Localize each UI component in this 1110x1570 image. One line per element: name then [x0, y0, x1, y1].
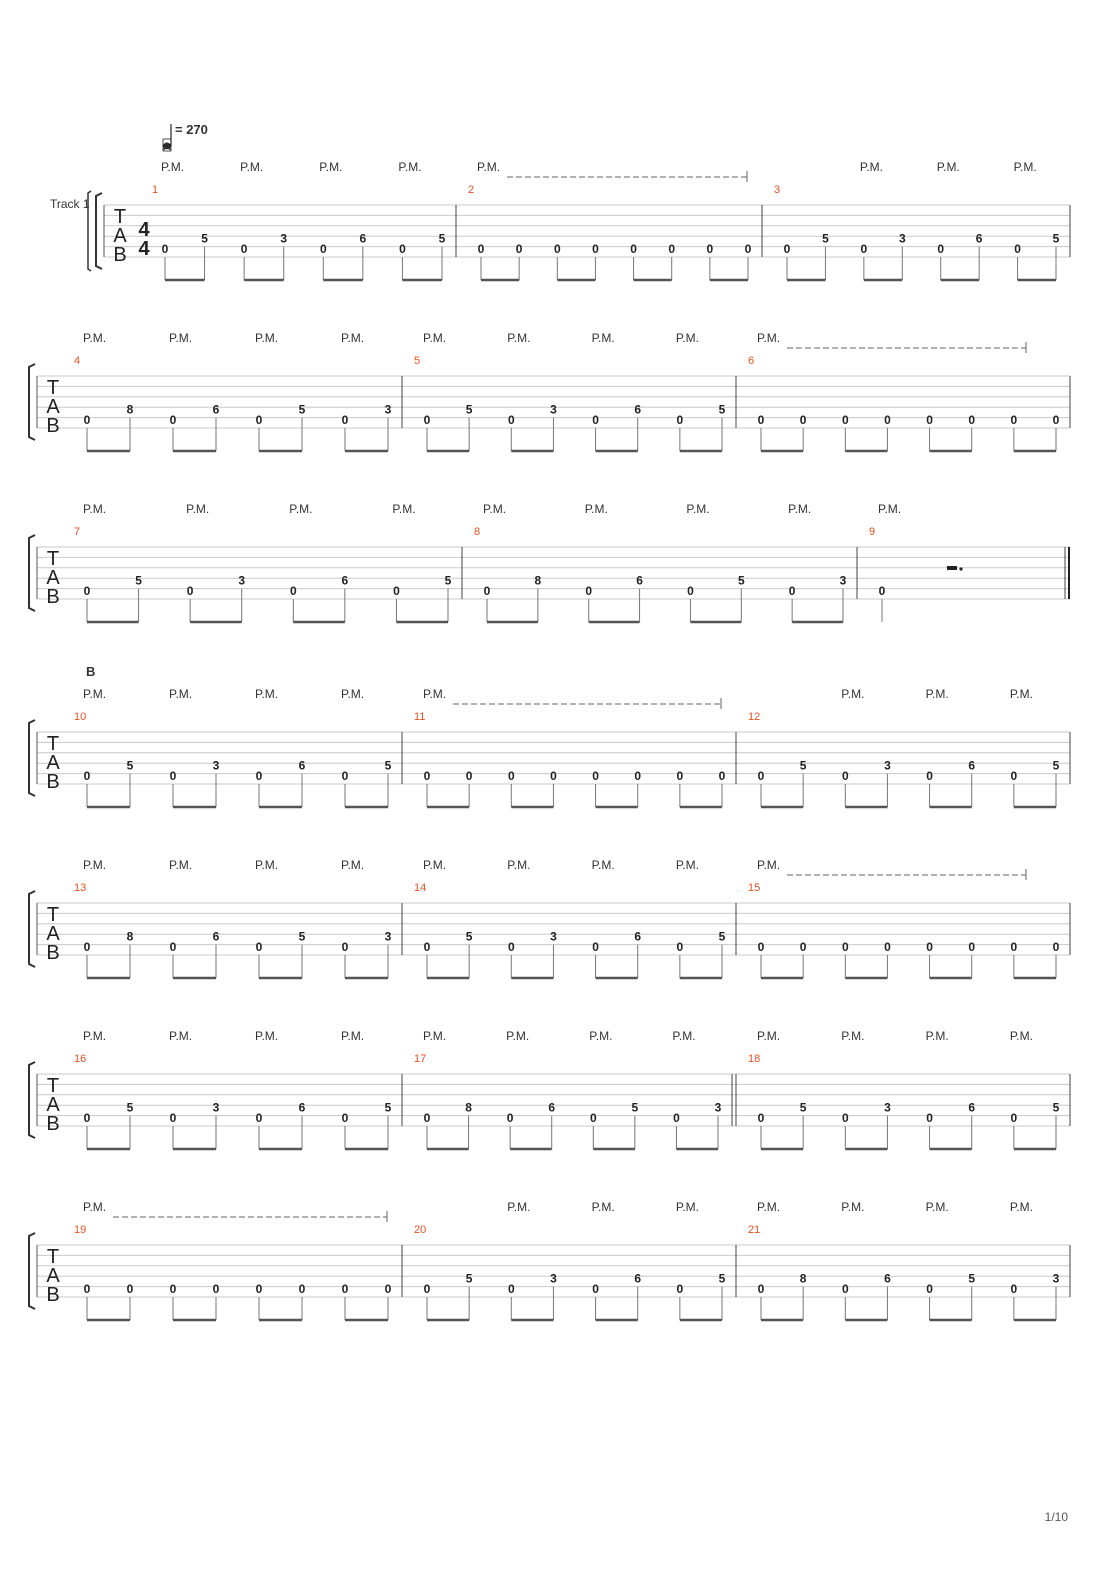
tab-note: 0 [553, 242, 561, 256]
palm-mute-mark: P.M. [169, 858, 193, 872]
tab-note: 0 [744, 242, 752, 256]
tab-note: 0 [83, 1111, 91, 1125]
tab-clef-letter: B [46, 771, 60, 793]
palm-mute-mark: P.M. [841, 1029, 865, 1043]
tab-note: 0 [169, 1111, 177, 1125]
tab-note: 0 [169, 940, 177, 954]
palm-mute-mark: P.M. [591, 1200, 615, 1214]
tab-clef-letter: B [46, 586, 60, 608]
tab-note: 0 [255, 769, 263, 783]
palm-mute-mark: P.M. [506, 1029, 530, 1043]
palm-mute-mark: P.M. [83, 858, 107, 872]
tab-note: 0 [384, 1282, 392, 1296]
section-marker: A [163, 141, 171, 153]
tab-note: 0 [341, 940, 349, 954]
tab-clef-letter: T [113, 206, 127, 228]
tab-note: 0 [926, 1282, 933, 1296]
palm-mute-mark: P.M. [240, 160, 264, 174]
tab-note: 0 [507, 1282, 515, 1296]
tab-note: 6 [212, 402, 220, 417]
tab-note: 0 [1010, 413, 1018, 427]
palm-mute-mark: P.M. [83, 1029, 107, 1043]
track-name: Track 1 [50, 197, 90, 211]
bar-number: 4 [74, 355, 81, 367]
tab-note: 0 [255, 413, 263, 427]
tab-note: 0 [757, 769, 765, 783]
tab-note: 5 [465, 1271, 473, 1286]
tab-note: 0 [465, 769, 473, 783]
tab-note: 0 [507, 940, 515, 954]
palm-mute-mark: P.M. [169, 331, 193, 345]
palm-mute-mark: P.M. [83, 687, 107, 701]
tab-note: 0 [515, 242, 523, 256]
palm-mute-mark: P.M. [255, 687, 279, 701]
palm-mute-mark: P.M. [936, 160, 960, 174]
section-marker: B [86, 664, 96, 679]
palm-mute-mark: P.M. [83, 1200, 107, 1214]
tab-note: 5 [384, 1100, 392, 1115]
palm-mute-mark: P.M. [392, 502, 416, 516]
tab-note: 0 [718, 769, 726, 783]
palm-mute-mark: P.M. [1009, 687, 1033, 701]
tab-note: 6 [341, 573, 349, 588]
tab-note: 0 [630, 242, 637, 256]
tab-note: 6 [298, 758, 306, 773]
palm-mute-mark: P.M. [507, 1200, 531, 1214]
palm-mute-mark: P.M. [169, 687, 193, 701]
tab-note: 0 [841, 940, 849, 954]
palm-mute-mark: P.M. [589, 1029, 613, 1043]
tab-note: 5 [718, 402, 726, 417]
time-signature-top: 4 [138, 219, 150, 241]
tab-note: 0 [507, 769, 515, 783]
tab-note: 0 [298, 1282, 306, 1296]
tab-note: 0 [169, 1282, 177, 1296]
bar-number: 17 [414, 1053, 427, 1065]
system-bracket [29, 1062, 35, 1138]
tab-note: 0 [926, 1111, 933, 1125]
system-bracket [29, 535, 35, 611]
tab-note: 5 [1052, 231, 1060, 246]
tab-note: 3 [550, 929, 557, 944]
bar-number: 6 [748, 355, 755, 367]
tab-note: 0 [799, 940, 807, 954]
tab-clef-letter: T [46, 733, 60, 755]
tab-note: 8 [465, 1100, 472, 1115]
tab-note: 0 [1010, 940, 1018, 954]
tab-note: 3 [714, 1100, 722, 1115]
rest-symbol [947, 566, 957, 570]
tab-note: 0 [1052, 940, 1060, 954]
bar-number: 10 [74, 711, 87, 723]
tab-note: 6 [548, 1100, 556, 1115]
bar-number: 15 [748, 882, 761, 894]
tab-note: 5 [718, 1271, 726, 1286]
tab-note: 0 [757, 940, 765, 954]
tab-note: 0 [169, 413, 177, 427]
bar-number: 3 [774, 184, 781, 196]
tab-note: 0 [878, 584, 886, 598]
tab-note: 6 [634, 402, 642, 417]
system-bracket [29, 1233, 35, 1309]
tab-note: 3 [384, 929, 392, 944]
palm-mute-mark: P.M. [341, 331, 365, 345]
tab-note: 5 [799, 1100, 807, 1115]
tab-clef-letter: A [46, 1265, 60, 1287]
tab-note: 0 [668, 242, 676, 256]
bar-number: 18 [748, 1053, 761, 1065]
tab-note: 0 [673, 1111, 680, 1125]
tab-note: 5 [444, 573, 452, 588]
tab-note: 0 [676, 1282, 684, 1296]
time-signature-bottom: 4 [138, 238, 150, 260]
tab-note: 0 [1010, 1111, 1018, 1125]
tab-note: 0 [83, 584, 91, 598]
tab-note: 8 [126, 402, 134, 417]
tab-clef-letter: A [46, 396, 60, 418]
palm-mute-mark: P.M. [925, 1029, 949, 1043]
tab-note: 5 [1052, 758, 1060, 773]
tab-note: 3 [884, 758, 891, 773]
rest-dot [959, 567, 962, 570]
tab-note: 0 [589, 1111, 597, 1125]
tab-note: 5 [384, 758, 392, 773]
tab-note: 6 [359, 231, 367, 246]
tab-note: 5 [135, 573, 142, 588]
tab-note: 0 [706, 242, 714, 256]
palm-mute-mark: P.M. [423, 331, 447, 345]
tab-note: 0 [592, 1282, 599, 1296]
tab-note: 6 [884, 1271, 891, 1286]
tab-note: 0 [240, 242, 248, 256]
tab-clef-letter: A [113, 225, 127, 247]
tab-note: 0 [687, 584, 694, 598]
tab-note: 5 [298, 402, 306, 417]
tab-note: 0 [186, 584, 194, 598]
bar-number: 14 [414, 882, 427, 894]
palm-mute-mark: P.M. [878, 502, 902, 516]
palm-mute-mark: P.M. [757, 331, 781, 345]
tab-note: 0 [676, 413, 684, 427]
tab-note: 0 [423, 413, 431, 427]
tab-note: 8 [799, 1271, 807, 1286]
tab-note: 3 [384, 402, 392, 417]
tab-note: 0 [423, 940, 431, 954]
system-bracket [29, 891, 35, 967]
system-bracket [29, 364, 35, 440]
tab-note: 0 [1010, 1282, 1018, 1296]
tab-note: 5 [465, 929, 473, 944]
tab-clef-letter: T [46, 377, 60, 399]
palm-mute-mark: P.M. [686, 502, 710, 516]
palm-mute-mark: P.M. [507, 858, 531, 872]
tab-note: 0 [884, 940, 891, 954]
palm-mute-mark: P.M. [675, 1200, 699, 1214]
tab-note: 3 [839, 573, 847, 588]
tab-note: 5 [201, 231, 208, 246]
tab-note: 3 [212, 758, 220, 773]
tab-note: 0 [169, 769, 177, 783]
palm-mute-mark: P.M. [925, 1200, 949, 1214]
tab-note: 3 [898, 231, 906, 246]
tab-note: 0 [423, 769, 431, 783]
tab-note: 0 [255, 1111, 263, 1125]
tab-note: 6 [968, 758, 976, 773]
system-bracket [96, 193, 102, 269]
tab-note: 0 [423, 1282, 431, 1296]
tab-clef-letter: B [46, 1284, 60, 1306]
palm-mute-mark: P.M. [1009, 1029, 1033, 1043]
bar-number: 7 [74, 526, 81, 538]
tab-note: 8 [534, 573, 542, 588]
tab-note: 0 [399, 242, 406, 256]
palm-mute-mark: P.M. [289, 502, 313, 516]
tab-note: 0 [968, 940, 976, 954]
tab-note: 6 [636, 573, 643, 588]
tab-note: 0 [341, 1111, 349, 1125]
tab-note: 0 [1014, 242, 1021, 256]
tab-note: 0 [926, 769, 933, 783]
tab-note: 0 [585, 584, 593, 598]
palm-mute-mark: P.M. [1009, 1200, 1033, 1214]
tab-clef-letter: B [46, 1113, 60, 1135]
tab-note: 0 [592, 413, 599, 427]
tab-clef-letter: T [46, 548, 60, 570]
tab-note: 0 [968, 413, 976, 427]
tab-note: 0 [937, 242, 945, 256]
palm-mute-mark: P.M. [757, 1029, 781, 1043]
palm-mute-mark: P.M. [398, 160, 422, 174]
tab-note: 0 [860, 242, 868, 256]
tab-clef-letter: A [46, 923, 60, 945]
palm-mute-mark: P.M. [423, 687, 447, 701]
bar-number: 8 [474, 526, 481, 538]
bar-number: 5 [414, 355, 421, 367]
palm-mute-mark: P.M. [255, 858, 279, 872]
tab-note: 5 [126, 758, 134, 773]
tab-clef-letter: B [46, 415, 60, 437]
tab-note: 8 [126, 929, 134, 944]
tab-note: 5 [1052, 1100, 1060, 1115]
tab-note: 0 [255, 940, 263, 954]
tab-clef-letter: T [46, 904, 60, 926]
tab-note: 0 [592, 769, 599, 783]
tab-note: 6 [212, 929, 220, 944]
tab-clef-letter: A [46, 567, 60, 589]
palm-mute-mark: P.M. [83, 331, 107, 345]
tab-note: 3 [884, 1100, 891, 1115]
palm-mute-mark: P.M. [859, 160, 883, 174]
tab-note: 0 [550, 769, 557, 783]
bar-number: 21 [748, 1224, 761, 1236]
bar-number: 11 [414, 711, 426, 723]
tab-note: 6 [634, 1271, 642, 1286]
tempo-marking: = 270 [175, 122, 208, 137]
tab-note: 6 [975, 231, 983, 246]
tab-note: 0 [212, 1282, 220, 1296]
tab-note: 0 [841, 769, 849, 783]
tab-note: 5 [822, 231, 829, 246]
tab-note: 0 [634, 769, 642, 783]
palm-mute-mark: P.M. [341, 1029, 365, 1043]
palm-mute-mark: P.M. [186, 502, 210, 516]
palm-mute-mark: P.M. [675, 331, 699, 345]
tab-note: 0 [757, 1282, 765, 1296]
tab-note: 0 [676, 940, 684, 954]
tab-note: 0 [477, 242, 485, 256]
tab-note: 3 [280, 231, 288, 246]
tab-note: 6 [298, 1100, 306, 1115]
palm-mute-mark: P.M. [591, 331, 615, 345]
bar-number: 20 [414, 1224, 427, 1236]
palm-mute-mark: P.M. [507, 331, 531, 345]
palm-mute-mark: P.M. [591, 858, 615, 872]
palm-mute-mark: P.M. [1013, 160, 1037, 174]
palm-mute-mark: P.M. [841, 687, 865, 701]
palm-mute-mark: P.M. [675, 858, 699, 872]
tab-note: 0 [592, 940, 599, 954]
bar-number: 2 [468, 184, 475, 196]
palm-mute-mark: P.M. [341, 687, 365, 701]
tab-note: 3 [550, 1271, 557, 1286]
tab-note: 0 [83, 1282, 91, 1296]
tab-note: 0 [83, 940, 91, 954]
palm-mute-mark: P.M. [788, 502, 812, 516]
palm-mute-mark: P.M. [477, 160, 501, 174]
palm-mute-mark: P.M. [925, 687, 949, 701]
tab-note: 0 [83, 769, 91, 783]
palm-mute-mark: P.M. [255, 1029, 279, 1043]
bar-number: 1 [152, 184, 159, 196]
tab-note: 0 [841, 1111, 849, 1125]
tab-note: 5 [737, 573, 745, 588]
tab-note: 5 [631, 1100, 639, 1115]
tab-note: 0 [841, 413, 849, 427]
tab-note: 0 [841, 1282, 849, 1296]
tab-note: 0 [592, 242, 599, 256]
tab-note: 0 [483, 584, 491, 598]
tab-note: 3 [550, 402, 557, 417]
tab-note: 0 [884, 413, 891, 427]
tab-clef-letter: T [46, 1246, 60, 1268]
tab-note: 0 [126, 1282, 134, 1296]
bar-number: 19 [74, 1224, 87, 1236]
tab-note: 0 [341, 1282, 349, 1296]
tab-note: 0 [926, 413, 933, 427]
tab-note: 0 [788, 584, 796, 598]
palm-mute-mark: P.M. [672, 1029, 696, 1043]
tab-note: 5 [465, 402, 473, 417]
tab-note: 3 [238, 573, 246, 588]
tab-note: 0 [507, 413, 515, 427]
palm-mute-mark: P.M. [423, 1029, 447, 1043]
tab-note: 0 [393, 584, 400, 598]
bar-number: 16 [74, 1053, 87, 1065]
tab-note: 0 [83, 413, 91, 427]
tab-note: 0 [1052, 413, 1060, 427]
tab-note: 5 [718, 929, 726, 944]
palm-mute-mark: P.M. [483, 502, 507, 516]
tab-note: 5 [298, 929, 306, 944]
tab-note: 0 [423, 1111, 431, 1125]
tab-note: 5 [799, 758, 807, 773]
palm-mute-mark: P.M. [584, 502, 608, 516]
palm-mute-mark: P.M. [161, 160, 185, 174]
palm-mute-mark: P.M. [169, 1029, 193, 1043]
tab-note: 6 [634, 929, 642, 944]
palm-mute-mark: P.M. [841, 1200, 865, 1214]
palm-mute-mark: P.M. [757, 1200, 781, 1214]
system-bracket [29, 720, 35, 796]
palm-mute-mark: P.M. [341, 858, 365, 872]
tab-note: 3 [212, 1100, 220, 1115]
tab-note: 0 [676, 769, 684, 783]
tab-clef-letter: A [46, 1094, 60, 1116]
tab-note: 0 [341, 769, 349, 783]
bar-number: 13 [74, 882, 87, 894]
palm-mute-mark: P.M. [83, 502, 107, 516]
tab-note: 5 [438, 231, 446, 246]
tab-note: 5 [126, 1100, 134, 1115]
tab-note: 3 [1052, 1271, 1060, 1286]
tab-clef-letter: B [46, 942, 60, 964]
palm-mute-mark: P.M. [423, 858, 447, 872]
tab-note: 0 [757, 413, 765, 427]
tab-note: 5 [968, 1271, 976, 1286]
tab-clef-letter: T [46, 1075, 60, 1097]
palm-mute-mark: P.M. [757, 858, 781, 872]
tab-note: 0 [1010, 769, 1018, 783]
tab-note: 0 [757, 1111, 765, 1125]
tab-note: 0 [161, 242, 169, 256]
tab-note: 0 [341, 413, 349, 427]
tab-note: 0 [319, 242, 327, 256]
tab-note: 0 [799, 413, 807, 427]
tab-note: 0 [506, 1111, 514, 1125]
page-number: 1/10 [1044, 1510, 1068, 1524]
tab-note: 0 [783, 242, 791, 256]
tab-note: 6 [968, 1100, 976, 1115]
tab-note: 0 [926, 940, 933, 954]
tab-clef-letter: A [46, 752, 60, 774]
tab-note: 0 [255, 1282, 263, 1296]
tab-clef-letter: B [113, 244, 127, 266]
palm-mute-mark: P.M. [255, 331, 279, 345]
bar-number: 9 [869, 526, 876, 538]
tab-note: 0 [289, 584, 297, 598]
bar-number: 12 [748, 711, 761, 723]
palm-mute-mark: P.M. [319, 160, 343, 174]
